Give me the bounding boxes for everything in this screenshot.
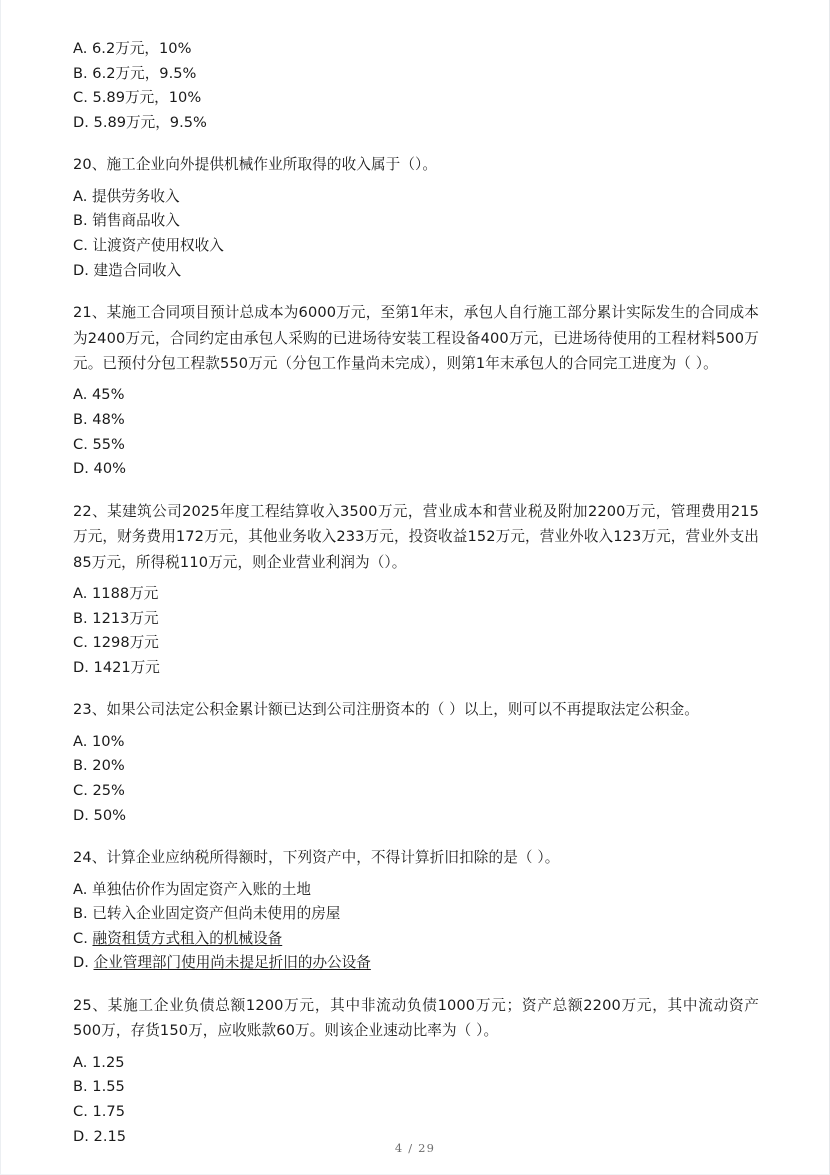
continued-options-block	[73, 37, 759, 135]
question-20	[73, 152, 759, 283]
option-text: 5.89万元，9.5%	[93, 113, 207, 131]
option-text: 1.75	[92, 1102, 125, 1120]
option-text: 1298万元	[92, 634, 159, 652]
page-content	[73, 30, 759, 1166]
option-item[interactable]	[73, 582, 759, 607]
option-text: 55%	[92, 435, 125, 453]
option-letter: A.	[73, 1053, 88, 1071]
option-text: 让渡资产使用权收入	[92, 236, 224, 254]
option-item[interactable]	[73, 259, 759, 284]
option-letter: B.	[73, 905, 88, 923]
option-item[interactable]	[73, 1075, 759, 1100]
option-letter: B.	[73, 757, 88, 775]
option-letter: D.	[73, 658, 89, 676]
option-list	[73, 582, 759, 680]
option-text: 1.55	[92, 1078, 125, 1096]
question-stem: 21、某施工合同项目预计总成本为6000万元，至第1年末，承包人自行施工部分累计实际发生的合同成本为2400万元，合同约定由承包人采购的已进场待安装工程设备400万元，已进场待使用的工程材料500万元。已预付分包工程款550万元（分包工作量尚未完成），则第1年末承包人的合同完工进度为（ ）。	[73, 304, 759, 372]
option-text: 5.89万元，10%	[92, 89, 202, 107]
question-stem: 24、计算企业应纳税所得额时，下列资产中，不得计算折旧扣除的是（ ）。	[73, 849, 560, 867]
option-text: 单独估价作为固定资产入账的土地	[92, 880, 311, 898]
option-item[interactable]	[73, 1051, 759, 1076]
option-letter: D.	[73, 460, 89, 478]
question-24	[73, 845, 759, 976]
option-item[interactable]	[73, 878, 759, 903]
option-letter: C.	[73, 781, 88, 799]
option-text: 1188万元	[92, 584, 159, 602]
option-letter: A.	[73, 40, 88, 57]
option-letter: C.	[73, 236, 88, 254]
option-item[interactable]	[73, 730, 759, 755]
option-text: 1421万元	[93, 658, 160, 676]
option-list	[73, 37, 759, 135]
option-letter: C.	[73, 435, 88, 453]
option-letter: A.	[73, 386, 88, 404]
option-letter: C.	[73, 929, 88, 947]
option-letter: D.	[73, 1127, 89, 1145]
option-item[interactable]	[73, 433, 759, 458]
option-item[interactable]	[73, 804, 759, 829]
option-text: 10%	[92, 732, 125, 750]
option-text: 50%	[93, 806, 126, 824]
option-letter: B.	[73, 609, 88, 627]
option-item[interactable]	[73, 927, 759, 952]
option-text: 融资租赁方式租入的机械设备	[92, 929, 283, 947]
question-stem: 23、如果公司法定公积金累计额已达到公司注册资本的（ ）以上，则可以不再提取法定公积金。	[73, 701, 699, 719]
option-item[interactable]	[73, 37, 759, 62]
option-letter: A.	[73, 584, 88, 602]
question-25	[73, 993, 759, 1149]
option-text: 40%	[93, 460, 126, 478]
option-letter: A.	[73, 880, 88, 898]
option-item[interactable]	[73, 209, 759, 234]
option-text: 48%	[92, 410, 125, 428]
option-letter: B.	[73, 212, 88, 230]
option-text: 销售商品收入	[92, 212, 180, 230]
question-22	[73, 499, 759, 681]
option-item[interactable]	[73, 234, 759, 259]
option-text: 提供劳务收入	[92, 187, 180, 205]
option-text: 25%	[92, 781, 125, 799]
question-21	[73, 300, 759, 482]
option-item[interactable]	[73, 656, 759, 681]
option-text: 已转入企业固定资产但尚未使用的房屋	[92, 905, 341, 923]
option-item[interactable]	[73, 111, 759, 136]
option-text: 6.2万元，10%	[92, 40, 192, 57]
option-item[interactable]	[73, 902, 759, 927]
option-letter: D.	[73, 954, 89, 972]
option-letter: A.	[73, 187, 88, 205]
option-letter: D.	[73, 261, 89, 279]
option-item[interactable]	[73, 62, 759, 87]
option-item[interactable]	[73, 1100, 759, 1125]
option-letter: A.	[73, 732, 88, 750]
option-letter: D.	[73, 806, 89, 824]
option-text: 20%	[92, 757, 125, 775]
question-stem: 22、某建筑公司2025年度工程结算收入3500万元，营业成本和营业税及附加2200万元，管理费用215万元，财务费用172万元，其他业务收入233万元，投资收益152万元，营业外收入123万元，营业外支出85万元，所得税110万元，则企业营业利润为（）。	[73, 502, 759, 571]
option-text: 45%	[92, 386, 125, 404]
option-text: 企业管理部门使用尚未提足折旧的办公设备	[93, 954, 371, 972]
option-item[interactable]	[73, 383, 759, 408]
option-item[interactable]	[73, 607, 759, 632]
option-item[interactable]	[73, 408, 759, 433]
option-text: 1213万元	[92, 609, 159, 627]
option-letter: C.	[73, 89, 88, 107]
option-letter: B.	[73, 1078, 88, 1096]
question-23	[73, 697, 759, 828]
option-letter: B.	[73, 410, 88, 428]
question-stem: 20、施工企业向外提供机械作业所取得的收入属于（）。	[73, 156, 438, 174]
option-text: 2.15	[93, 1127, 127, 1145]
option-item[interactable]	[73, 457, 759, 482]
option-letter: B.	[73, 64, 88, 82]
option-item[interactable]	[73, 951, 759, 976]
option-letter: C.	[73, 1102, 88, 1120]
option-item[interactable]	[73, 754, 759, 779]
option-item[interactable]	[73, 185, 759, 210]
option-list	[73, 878, 759, 976]
option-item[interactable]	[73, 779, 759, 804]
option-item[interactable]	[73, 631, 759, 656]
question-stem: 25、某施工企业负债总额1200万元，其中非流动负债1000万元；资产总额2200万元，其中流动资产500万，存货150万，应收账款60万。则该企业速动比率为（ ）。	[73, 996, 759, 1040]
option-list	[73, 730, 759, 828]
option-text: 建造合同收入	[93, 261, 182, 279]
option-list	[73, 383, 759, 481]
option-letter: C.	[73, 634, 88, 652]
page-footer: 4 / 29	[394, 1141, 436, 1155]
option-text: 1.25	[92, 1053, 125, 1071]
option-list	[73, 185, 759, 283]
option-item[interactable]	[73, 86, 759, 111]
option-text: 6.2万元，9.5%	[92, 64, 197, 82]
option-list	[73, 1051, 759, 1149]
option-letter: D.	[73, 113, 89, 131]
